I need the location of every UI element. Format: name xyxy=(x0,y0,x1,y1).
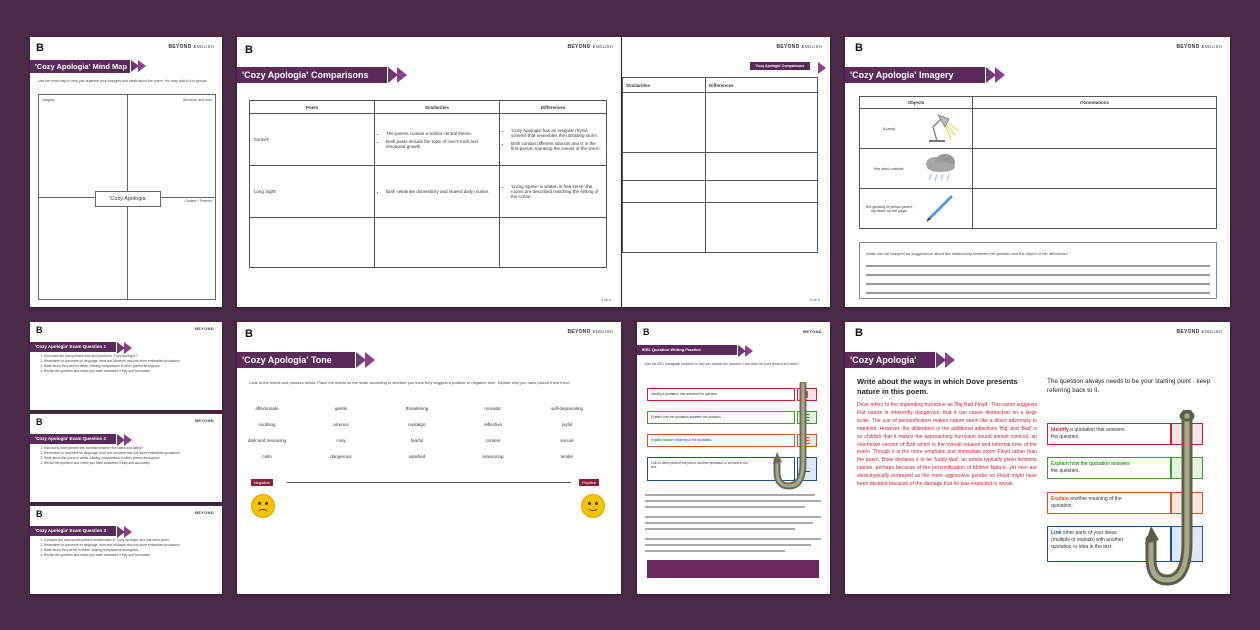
side-note: The question always needs to be your starting point - keep referring back to it. xyxy=(1047,378,1211,394)
beyond-logo: B xyxy=(855,42,863,54)
word-item: dark and menacing xyxy=(247,438,287,443)
comparisons-worksheet-page-1[interactable] xyxy=(237,37,621,307)
brand-name: BEYOND xyxy=(195,418,214,423)
table-row xyxy=(860,189,1217,229)
word-item: content xyxy=(485,438,501,443)
imagery-table xyxy=(859,96,1217,229)
word-item: anxious xyxy=(333,422,349,427)
ieel-box-identify: Identify a quotation that answers the question. xyxy=(1047,423,1171,445)
happy-face-icon xyxy=(581,494,605,518)
brand-name: BEYOND ENGLISH xyxy=(168,44,214,50)
word-item: reflective xyxy=(483,422,502,427)
comparison-table xyxy=(622,77,818,253)
list-item: • 'Cozy Apologia' has an irregular rhyme scheme that resembles the unfolding storm. xyxy=(511,128,603,138)
word-item: threatening xyxy=(405,406,429,411)
word-item: affectionate xyxy=(255,406,279,411)
object-label: 'A lamp' xyxy=(860,109,919,149)
mind-map-corner-context: Context / Themes xyxy=(184,199,212,203)
col-header-differences: Differences xyxy=(500,101,607,114)
ieel-letter-e: E xyxy=(1171,457,1203,479)
word-item: fearful xyxy=(410,438,424,443)
question-text: What can we interpret as suggestions about the relationship between the speaker and the object of her affections? xyxy=(866,251,1069,256)
beyond-logo: B xyxy=(643,327,650,337)
col-header-poem: Poem xyxy=(250,101,375,114)
question-box xyxy=(859,242,1217,299)
word-item: calm xyxy=(262,454,272,459)
sad-face-icon xyxy=(251,494,275,518)
page-title: 'Cozy Apologia' Comparisons xyxy=(750,62,810,70)
card-title: 'Cozy Apologia' Exam Question 2 xyxy=(30,434,116,444)
col-header-similarities: Similarities xyxy=(375,101,500,114)
ieel-box-identify: Identify a quotation that answers the question. xyxy=(647,388,795,401)
intro-text: Use the IEEL paragraph structure to help you answer the question: How does the poet present the storm? xyxy=(645,362,800,366)
brand-name: BEYOND ENGLISH xyxy=(1176,329,1222,335)
brand-name: BEYOND ENGLISH xyxy=(567,44,613,50)
beyond-logo: B xyxy=(36,509,43,519)
ieel-box-explain: Explain how the quotation answers the question. xyxy=(1047,457,1171,479)
beyond-logo: B xyxy=(855,327,863,339)
exam-question-card-3[interactable] xyxy=(30,506,222,594)
word-item: romantic xyxy=(484,406,502,411)
object-label: 'the wind outside' xyxy=(860,149,919,189)
object-label: 'the glowing lit yellow pencil, my heart on the page' xyxy=(860,189,919,229)
page-number: 1 of 2 xyxy=(600,297,611,302)
word-item: satisfied xyxy=(408,454,426,459)
tone-worksheet[interactable] xyxy=(237,322,621,594)
question-list: 1. How does the poet present love and comfort in 'Cozy Apologia'? 2. Remember to comment on language, form and structure and use short embedded quotations. 3. Write about the poem in detail, making comparisons to other poems throughout. 4. Revisit the question and check you have answered it fully and accurately. xyxy=(34,354,218,374)
word-item: secure xyxy=(560,438,574,443)
ieel-box-explain-2: Explain another meaning of the quotation. xyxy=(1047,492,1171,514)
table-row xyxy=(860,149,1217,189)
ieel-box-explain-2: Explain another meaning of the quotation. xyxy=(647,434,795,447)
page-title: 'Cozy Apologia' Mind Map xyxy=(30,60,130,73)
mind-map-worksheet[interactable] xyxy=(30,37,222,307)
fish-hook-icon xyxy=(1145,410,1215,590)
ieel-practice-worksheet[interactable] xyxy=(637,322,830,594)
brand-name: BEYOND ENGLISH xyxy=(1176,44,1222,50)
question-list: 1. Compare the ways poets present relationships in 'Cozy Apologia' and one other poem. 2. Remember to comment on language, form and structure and use short embedded quotations. 3. Write about the poems in detail, making comparisons throughout. 4. Revisit the question and check you have answered it fully and accurately. xyxy=(34,538,218,558)
ieel-letter-e: E xyxy=(797,411,817,424)
table-row xyxy=(860,109,1217,149)
instruction-text: Look at the words and phrases below. Place the words on the scale according to whether you think they suggest a positive or negative tone. Explain why you have placed them there. xyxy=(249,380,571,385)
beyond-logo: B xyxy=(245,328,253,340)
list-item: • 'Living Space' is written in free verse; the rooms are described matching the setting of the scene. xyxy=(511,184,603,199)
instruction-text: Use the mind map to help you organise your thoughts and ideas about the poem. You may add to it in groups. xyxy=(38,79,208,83)
fish-hook-icon xyxy=(773,382,823,492)
table-row xyxy=(250,218,607,268)
brand-name: BEYOND xyxy=(195,326,214,331)
cell-poem: 'Sonnet' xyxy=(250,114,375,166)
word-item: nostalgic xyxy=(408,422,426,427)
tone-scale-line xyxy=(287,482,571,483)
beyond-logo: B xyxy=(36,42,44,54)
mind-map-corner-structure: Structure and form xyxy=(183,98,212,102)
col-header-differences: Differences xyxy=(706,78,818,93)
page-number: 2 of 2 xyxy=(809,297,820,302)
rain-cloud-icon xyxy=(921,152,961,184)
comparisons-worksheet-page-2[interactable] xyxy=(622,37,830,307)
beyond-logo: B xyxy=(36,325,43,335)
beyond-logo: B xyxy=(245,44,253,56)
lamp-icon xyxy=(921,113,961,143)
list-item: • The poems contain a similar central theme. xyxy=(386,131,496,136)
list-item: • Both contain different stanzas and is in the first-person narrating the events of the storm. xyxy=(511,141,603,151)
ieel-box-explain: Explain how the quotation answers the question. xyxy=(647,411,795,424)
table-row xyxy=(250,114,607,166)
col-header-similarities: Similarities xyxy=(623,78,706,93)
word-item: soothing xyxy=(258,422,276,427)
col-header-connotations: Connotations xyxy=(973,97,1217,109)
beyond-logo: B xyxy=(36,417,43,427)
page-title: 'Cozy Apologia' Imagery xyxy=(845,67,985,83)
highlight-box xyxy=(647,560,819,578)
word-item: reassuring xyxy=(482,454,504,459)
ieel-letter-l: L xyxy=(1171,526,1203,562)
scale-label-positive: Positive xyxy=(579,479,599,486)
list-item: • Both poets include the topic of love's truth and emotional growth. xyxy=(386,139,496,149)
ieel-box-link: Link to other parts of the poem, another quotation or an idea in the text. xyxy=(647,457,795,481)
model-answer-worksheet[interactable] xyxy=(845,322,1230,594)
ieel-letter-e2: E xyxy=(797,434,817,447)
question-heading: Write about the ways in which Dove presents nature in this poem. xyxy=(857,377,1018,396)
mind-map-grid xyxy=(38,94,216,300)
word-item: tender xyxy=(560,454,574,459)
word-item: joyful xyxy=(561,422,573,427)
brand-name: BEYOND ENGLISH xyxy=(776,44,822,50)
cell-poem: 'Long Sight' xyxy=(250,166,375,218)
brand-name: BEYOND xyxy=(195,510,214,515)
word-item: dangerous xyxy=(330,454,352,459)
ieel-letter-i: I xyxy=(797,388,817,401)
pencil-icon xyxy=(921,193,961,223)
card-title: 'Cozy Apologia' Exam Question 1 xyxy=(30,342,116,352)
comparison-table xyxy=(249,100,607,268)
exam-question-card-1[interactable] xyxy=(30,322,222,410)
page-title: 'Cozy Apologia' xyxy=(845,352,935,368)
exam-question-card-2[interactable] xyxy=(30,414,222,502)
word-item: gentle xyxy=(334,406,348,411)
mind-map-corner-imagery: Imagery xyxy=(42,98,55,102)
question-list: 1. How does Dove present the contrast between the storm and safety? 2. Remember to comment on language, form and structure and use short embedded quotations. 3. Write about the poem in detail, making comparisons to other poems throughout. 4. Revisit the question and check you have answered it fully and accurately. xyxy=(34,446,218,466)
brand-name: BEYOND xyxy=(803,329,822,334)
mind-map-centre: 'Cozy Apologia' xyxy=(95,191,161,207)
word-item: cosy xyxy=(336,438,346,443)
page-title: IEEL Question Writing Practice xyxy=(637,345,737,355)
ieel-letter-e2: E xyxy=(1171,492,1203,514)
ieel-box-link: Link other parts of your ideas (multiple or explain) with another quotation or idea in the text. xyxy=(1047,526,1171,562)
model-answer-text: Dove refers to the impending hurricane as 'Big Bad Floyd'. This name suggests that nature is inherently dangerous, that it can cause destruction on a large scale. The use of personification makes nature seem like a direct adversary to mankind. However, the alliteration in the additional adjectives 'Big' and 'Bad' is so childish that it makes the approaching hurricane sound almost comical, an overblown version of Bob which is the overall relaxed and informal tone of the poem. Though it is the more emphatic and immediate storm Floyd rather than the poem, Dove declares it to be 'fuddy-dud'; an article typically given feminine names, perhaps because of the personification of Mother Nature, yet men are stereotypically portrayed as the more aggressive gender so Floyd might have been decided because of the damage that he was expected to wreak. xyxy=(857,402,1037,488)
card-title: 'Cozy Apologia' Exam Question 3 xyxy=(30,526,116,536)
table-row xyxy=(250,166,607,218)
ieel-letter-l: L xyxy=(797,457,817,481)
word-item: self-deprecating xyxy=(550,406,584,411)
page-title: 'Cozy Apologia' Comparisons xyxy=(237,67,387,83)
brand-name: BEYOND ENGLISH xyxy=(567,329,613,335)
ieel-letter-i: I xyxy=(1171,423,1203,445)
imagery-worksheet[interactable] xyxy=(845,37,1230,307)
col-header-objects: Objects xyxy=(860,97,973,109)
page-title: 'Cozy Apologia' Tone xyxy=(237,352,355,368)
scale-label-negative: Negative xyxy=(251,479,273,486)
list-item: • Both celebrate domesticity and shared daily routine. xyxy=(386,189,496,194)
